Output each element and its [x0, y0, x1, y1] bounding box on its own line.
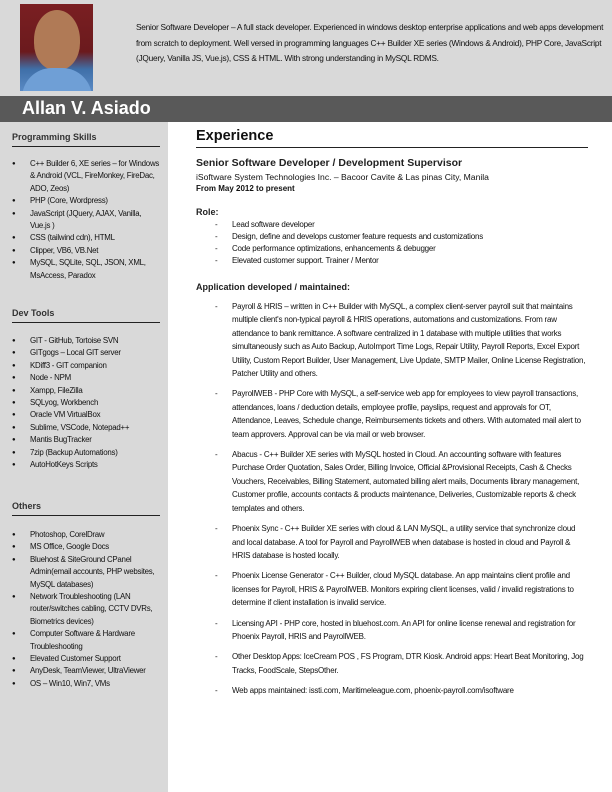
list-item-text: MS Office, Google Docs [30, 542, 109, 552]
list-item [12, 385, 162, 397]
list-item-text: GITgogs – Local GIT server [30, 348, 121, 358]
roles-list [196, 219, 588, 267]
list-item-text: OS – Win10, Win7, VMs [30, 678, 110, 688]
bullet-icon: ● [12, 338, 16, 344]
list-item-text: Web apps maintained: issti.com, Maritimeleague.com, phoenix-payroll.com/isoftware [232, 686, 514, 696]
list-item-text: Phoenix Sync - C++ Builder XE series with cloud & LAN MySQL, a utility service that synchronize cloud and local database. A tool for Payroll and PayrollWEB when database is hosted in cloud and Payroll & HRIS database is hosted locally. [232, 524, 576, 560]
apps-label: Application developed / maintained: [196, 282, 351, 292]
list-item [196, 569, 588, 609]
list-item-text: Payroll & HRIS – written in C++ Builder with MySQL, a complex client-server payroll suit that maintains multiple client's non-typical payroll & HRIS operations, automations and customizations. From raw attendance to bank remittance. A software centralized in 1 database with multiple utilities that works simultaneously such as Auto Backup, AutoImport Time Logs, Repair Utility, Payroll Reports, Excel Export Utility, Custom Report Builder, User Management, Live Update, SMTP Mailer, Online License Registration, Patcher Utility and others. [232, 302, 586, 379]
list-item [12, 409, 162, 421]
bullet-icon: ● [12, 375, 16, 382]
list-item [12, 628, 162, 653]
bullet-icon: ● [12, 350, 16, 357]
dash-icon: - [215, 220, 218, 229]
list-item-text: Photoshop, CorelDraw [30, 530, 105, 539]
dash-icon: - [215, 571, 218, 581]
name-bar [0, 96, 612, 122]
dev-tools-list [12, 335, 162, 471]
bullet-icon: ● [12, 462, 16, 469]
bullet-icon: ● [12, 556, 16, 563]
list-item [12, 541, 162, 553]
list-item-text: GIT - GitHub, Tortoise SVN [30, 336, 119, 345]
bullet-icon: ● [12, 449, 16, 456]
dash-icon: - [215, 524, 218, 534]
bullet-icon: ● [12, 594, 16, 601]
list-item [12, 245, 162, 257]
list-item [12, 257, 162, 282]
list-item-text: AutoHotKeys Scripts [30, 460, 98, 470]
list-item-text: PayrollWEB - PHP Core with MySQL, a self-service web app for employees to view payroll transactions, attendances, loans / deduction details, employee profile, payslips, request and approvals for OT, Attendance, Leaves, Schedule change, Reimbursements tickets and others. With automated mail alert to team approvers. Approval can be via mail or web browser. [232, 389, 581, 439]
main-content [196, 128, 588, 705]
bullet-icon: ● [12, 532, 16, 538]
list-item-text: Design, define and develops customer feature requests and customizations [232, 232, 483, 241]
dash-icon: - [215, 256, 218, 265]
list-item [12, 554, 162, 591]
dash-icon: - [215, 232, 218, 241]
others-heading: Others [12, 501, 160, 516]
list-item-text: Bluehost & SiteGround CPanel Admin(email accounts, PHP websites, MySQL databases) [30, 554, 155, 589]
list-item [196, 684, 588, 697]
list-item-text: Lead software developer [232, 220, 315, 229]
list-item-text: Elevated Customer Support [30, 654, 121, 664]
list-item [196, 300, 588, 380]
company: iSoftware System Technologies Inc. – Bacoor Cavite & Las pinas City, Manila [196, 172, 489, 182]
list-item [196, 448, 588, 515]
bullet-icon: ● [12, 656, 16, 663]
bullet-icon: ● [12, 424, 16, 431]
list-item [12, 434, 162, 446]
header-band [0, 0, 612, 96]
job-title: Senior Software Developer / Development Supervisor [196, 157, 463, 169]
bullet-icon: ● [12, 387, 16, 394]
profile-photo [20, 4, 93, 91]
others-list [12, 529, 162, 690]
list-item [12, 232, 162, 244]
period: From May 2012 to present [196, 184, 295, 193]
list-item-text: Phoenix License Generator - C++ Builder, cloud MySQL database. An app maintains client profile and licenses for Payroll, HRIS & PayrollWEB. Monitors expiring client licenses, valid / invalid registrations to determine if client installation is invalid service. [232, 571, 574, 608]
bullet-icon: ● [12, 260, 16, 267]
list-item [196, 255, 588, 267]
list-item-text: Licensing API - PHP core, hosted in bluehost.com. An API for online license renewal and registration for Phoenix Payroll, HRIS and PayrollWEB. [232, 618, 576, 641]
list-item [196, 387, 588, 441]
list-item [12, 447, 162, 459]
bullet-icon: ● [12, 412, 16, 419]
list-item [196, 243, 588, 255]
list-item [12, 208, 162, 233]
dash-icon: - [215, 618, 218, 628]
list-item [196, 650, 588, 677]
bullet-icon: ● [12, 437, 16, 444]
list-item-text: 7zip (Backup Automations) [30, 447, 118, 457]
list-item [12, 665, 162, 677]
list-item-text: Elevated customer support. Trainer / Mentor [232, 256, 379, 265]
list-item [12, 195, 162, 207]
dash-icon: - [215, 244, 218, 253]
bullet-icon: ● [12, 210, 16, 217]
candidate-name: Allan V. Asiado [22, 98, 151, 118]
list-item-text: Other Desktop Apps: IceCream POS , FS Program, DTR Kiosk. Android apps: Heart Beat Monitoring, Jog Tracks, FoodScale, StepsOther. [232, 652, 584, 675]
list-item-text: Oracle VM VirtualBox [30, 410, 101, 420]
list-item-text: Clipper, VB6, VB.Net [30, 245, 99, 255]
bullet-icon: ● [12, 544, 16, 551]
list-item [12, 347, 162, 359]
list-item [12, 459, 162, 471]
dash-icon: - [215, 450, 218, 460]
list-item-text: KDiff3 - GIT companion [30, 360, 107, 370]
dash-icon: - [215, 302, 218, 311]
bullet-icon: ● [12, 235, 16, 242]
list-item-text: Abacus - C++ Builder XE series with MySQL hosted in Cloud. An accounting software with features Purchase Order Quotation, Sales Order, Billing Invoice, Official &Provisional Receipts, Cash & Checks Vouchers, Receivables, Billing Statement, automated billing alert mails, Documents library management, Customer profile, accounts contacts & products maintenance, Deliveries, Customizable reports & check templates and others. [232, 450, 580, 513]
list-item-text: SQLyog, Workbench [30, 398, 99, 408]
list-item-text: Sublime, VSCode, Notepad++ [30, 422, 130, 432]
list-item [12, 653, 162, 665]
list-item-text: Mantis BugTracker [30, 435, 92, 445]
list-item-text: JavaScript (JQuery, AJAX, Vanilla, Vue.js ) [30, 208, 142, 231]
apps-list [196, 300, 588, 698]
list-item-text: Node - NPM [30, 373, 71, 383]
programming-skills-heading: Programming Skills [12, 132, 160, 147]
dev-tools-heading: Dev Tools [12, 308, 160, 323]
list-item-text: Code performance optimizations, enhancements & debugger [232, 244, 436, 253]
list-item-text: PHP (Core, Wordpress) [30, 196, 108, 206]
bullet-icon: ● [12, 680, 16, 687]
list-item [196, 219, 588, 231]
list-item-text: Xampp, FileZilla [30, 385, 83, 395]
list-item [12, 372, 162, 384]
list-item-text: MySQL, SQLite, SQL, JSON, XML, MsAccess, Paradox [30, 258, 146, 280]
programming-skills-list [12, 158, 162, 282]
list-item [12, 158, 162, 195]
bullet-icon: ● [12, 247, 16, 254]
bullet-icon: ● [12, 161, 16, 167]
bullet-icon: ● [12, 362, 16, 369]
list-item-text: Network Troubleshooting (LAN router/switches cabling, CCTV DVRs, Biometrics devices) [30, 592, 153, 626]
list-item [12, 529, 162, 541]
list-item [196, 522, 588, 562]
list-item-text: AnyDesk, TeamViewer, UltraViewer [30, 666, 146, 676]
list-item-text: CSS (tailwind cdn), HTML [30, 233, 115, 243]
list-item [12, 422, 162, 434]
list-item [196, 617, 588, 644]
list-item [12, 397, 162, 409]
sidebar [0, 122, 168, 792]
experience-heading: Experience [196, 128, 588, 148]
bullet-icon: ● [12, 668, 16, 675]
list-item [12, 335, 162, 347]
bullet-icon: ● [12, 400, 16, 407]
dash-icon: - [215, 389, 218, 399]
list-item-text: Computer Software & Hardware Troubleshooting [30, 629, 135, 651]
dash-icon: - [215, 652, 218, 662]
bullet-icon: ● [12, 198, 16, 205]
list-item [196, 231, 588, 243]
list-item-text: C++ Builder 6, XE series – for Windows & Android (VCL, FireMonkey, FireDac, ADO, Zeos) [30, 159, 160, 193]
role-label: Role: [196, 207, 219, 217]
dash-icon: - [215, 686, 218, 696]
list-item [12, 591, 162, 628]
bullet-icon: ● [12, 631, 16, 638]
summary: Senior Software Developer – A full stack developer. Experienced in windows desktop enterprise applications and web apps development from scratch to deployment. Well versed in programming languages C++ Builder XE series (Windows & Android), PHP Core, JavaScript (JQuery, Vanilla JS, Vue.js), CSS & HTML. With strong understanding in MySQL RDMS. [136, 22, 604, 63]
list-item [12, 678, 162, 690]
list-item [12, 360, 162, 372]
